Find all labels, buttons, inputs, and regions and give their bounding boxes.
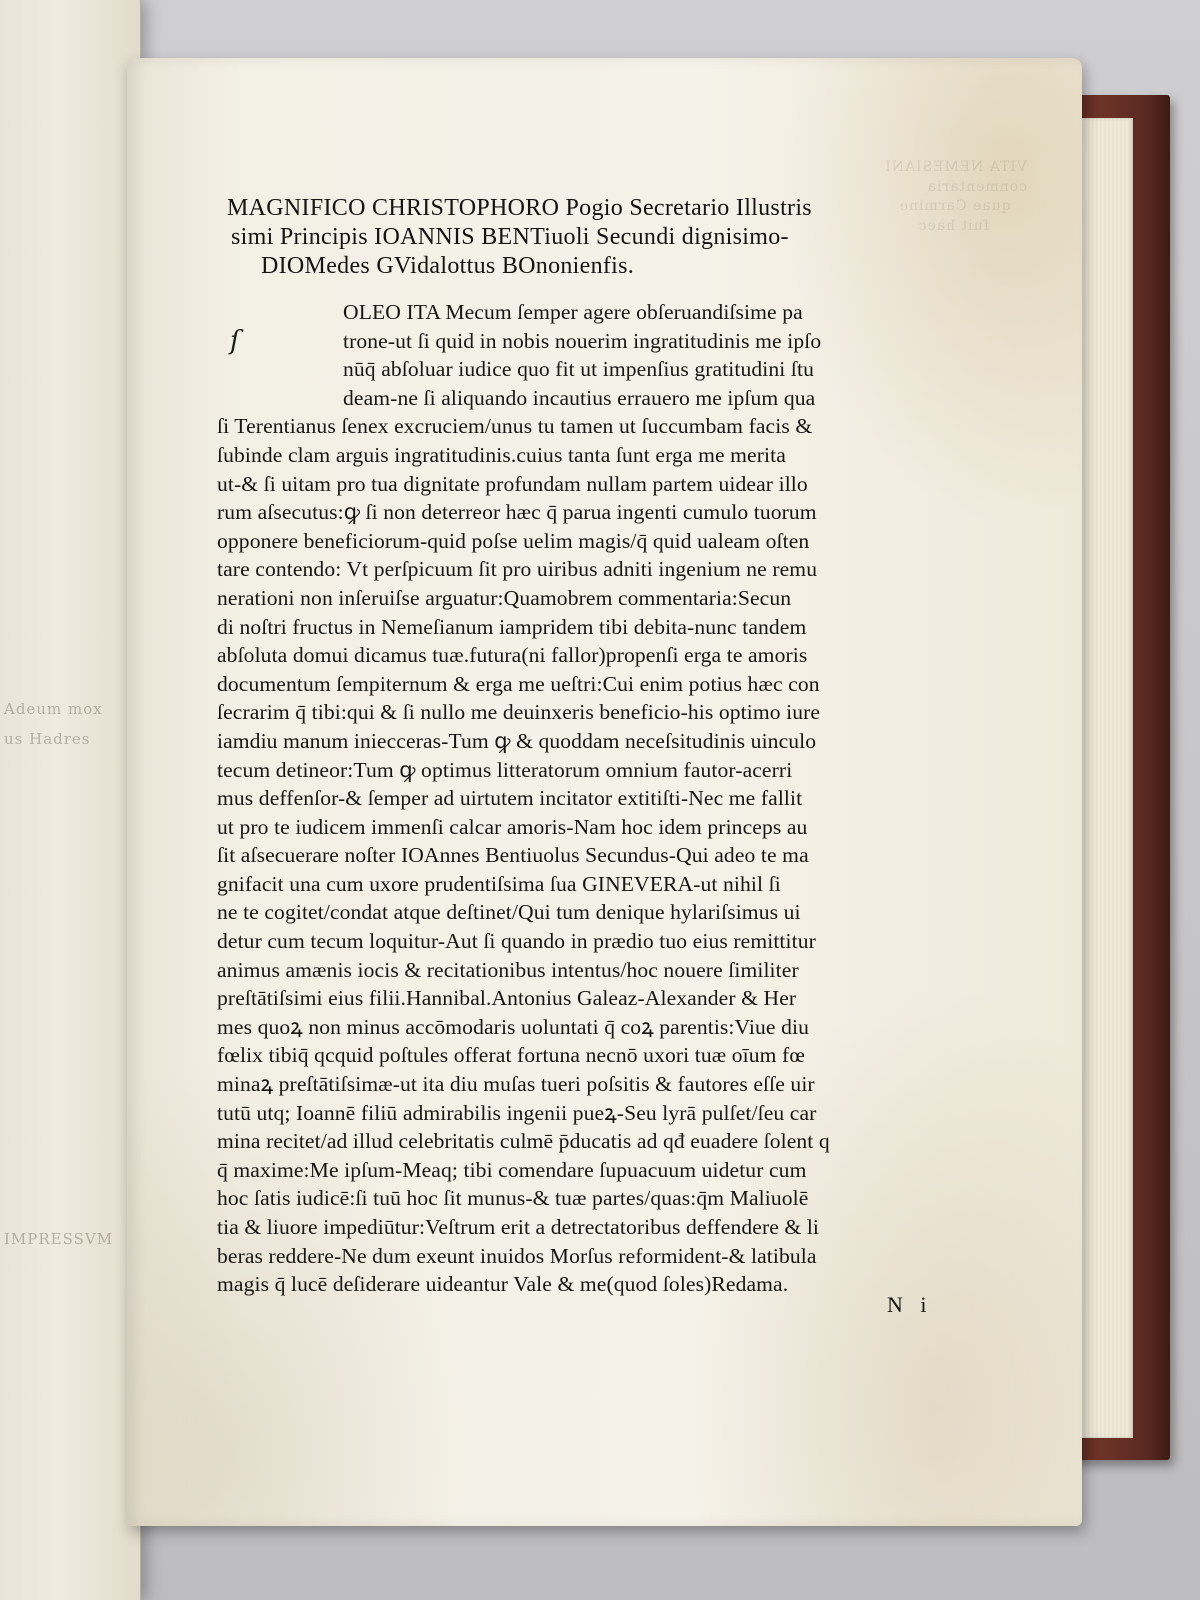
text-line: di noſtri fructus in Nemeſianum iampridem tibi debita-nunc tandem [217, 614, 807, 639]
right-page [127, 58, 1082, 1526]
text-line: tare contendo: Vt perſpicuum ſit pro uiribus adniti ingenium ne remu [217, 557, 818, 582]
guide-letter: ſ [230, 326, 240, 356]
text-line: deam-ne ſi aliquando incautius errauero me ipſum qua [343, 385, 816, 410]
body-text [217, 298, 977, 1299]
text-line: tia & liuore impediūtur:Veſtrum erit a detrectatoribus deffendere & li [217, 1215, 820, 1239]
show-through-text: VITA NEMESIANI conmentaria quae Carmine fuit haec [884, 159, 1027, 234]
text-line: beras reddere-Ne dum exeunt inuidos Morſus reformident-& latibula [217, 1243, 817, 1268]
text-line: trone-ut ſi quid in nobis nouerim ingratitudinis me ipſo [343, 328, 822, 353]
heading-line-1: MAGNIFICO CHRISTOPHORO Pogio Secretario Illustris [227, 195, 812, 221]
text-line: fœlix tibiq̄ qcquid poſtules offerat fortuna necnō uxori tuæ oīum fœ [217, 1043, 806, 1068]
text-line: ſi Terentianus ſenex excruciem/unus tu tamen ut ſuccumbam facis & [217, 414, 813, 439]
text-line: ſubinde clam arguis ingratitudinis.cuius tanta ſunt erga me merita [217, 442, 786, 467]
text-line: opponere beneficiorum-quid poſse uelim magis/q̄ quid ualeam oſten [217, 528, 810, 553]
text-line: nerationi non inſeruiſse arguatur:Quamobrem commentaria:Secun [217, 585, 792, 610]
text-line: rum aſsecutus:ꝙ ſi non deterreor hæc q̄ parua ingenti cumulo tuorum [217, 500, 817, 525]
text-line: magis q̄ lucē deſiderare uideantur Vale & me(quod ſoles)Redama. [217, 1272, 789, 1297]
text-line: minaꝝ preſtātiſsimæ-ut ita diu muſas tueri poſsitis & fautores eſſe uir [217, 1072, 815, 1097]
text-line: OLEO ITA Mecum ſemper agere obſeruandiſsime pa [343, 300, 803, 324]
text-line: ut pro te iudicem immenſi calcar amoris-Nam hoc idem princeps au [217, 814, 808, 839]
text-line: animus amænis iocis & recitationibus intentus/hoc nouere ſimiliter [217, 957, 799, 982]
signature-mark: N i [887, 1292, 933, 1317]
text-line: mus deffenſor-& ſemper ad uirtutem incitator extitiſti-Nec me fallit [217, 786, 803, 811]
text-line: abſoluta domui dicamus tuæ.futura(ni fallor)propenſi erga te amoris [217, 643, 808, 668]
text-line: mes quoꝝ non minus accōmodaris uoluntati q̄ coꝝ parentis:Viue diu [217, 1014, 809, 1039]
dedication-heading [227, 194, 987, 281]
text-line: ne te cogitet/condat atque deſtinet/Qui tum denique hylariſsimus ui [217, 900, 801, 925]
text-line: documentum ſempiternum & erga me ueſtri:Cui enim potius hæc con [217, 671, 820, 696]
heading-line-2: simi Principis IOANNIS BENTiuoli Secundi dignisimo- [231, 224, 789, 250]
text-line: tutū utq; Ioannē filiū admirabilis ingenii pueꝝ-Seu lyrā pulſet/ſeu car [217, 1100, 817, 1125]
text-line: tecum detineor:Tum ꝙ optimus litteratorum omnium fautor-acerri [217, 757, 793, 782]
text-line: hoc ſatis iudicē:ſi tuū hoc ſit munus-& tuæ partes/quas:q̄m Maliuolē [217, 1186, 809, 1211]
text-line: gnifacit una cum uxore prudentiſsima ſua GINEVERA-ut nihil ſi [217, 871, 781, 896]
text-line: nūq̄ abſoluar iudice quo fit ut impenſius gratitudini ſtu [343, 357, 814, 382]
text-line: detur cum tecum loquitur-Aut ſi quando in prædio tuo eius remittitur [217, 929, 816, 954]
left-facing-page: Adeum mox us Hadres IMPRESSVM [0, 0, 141, 1600]
text-line: preſtātiſsimi eius filii.Hannibal.Antonius Galeaz-Alexander & Her [217, 986, 797, 1011]
text-line: mina recitet/ad illud celebritatis culmē p̄ducatis ad qđ euadere ſolent q [217, 1129, 830, 1154]
text-line: q̄ maxime:Me ipſum-Meaq; tibi comendare ſupuacuum uidetur cum [217, 1157, 807, 1182]
text-line: ut-& ſi uitam pro tua dignitate profundam nullam partem uidear illo [217, 471, 808, 496]
text-line: iamdiu manum iniecceras-Tum ꝙ & quoddam neceſsitudinis uinculo [217, 728, 817, 753]
text-line: ſit aſsecuerare noſter IOAnnes Bentiuolus Secundus-Qui adeo te ma [217, 843, 809, 868]
heading-line-3: DIOMedes GVidalottus BOnonienfis. [261, 253, 635, 279]
text-line: ſecrarim q̄ tibi:qui & ſi nullo me deuinxeris beneficio-his optimo iure [217, 700, 821, 725]
